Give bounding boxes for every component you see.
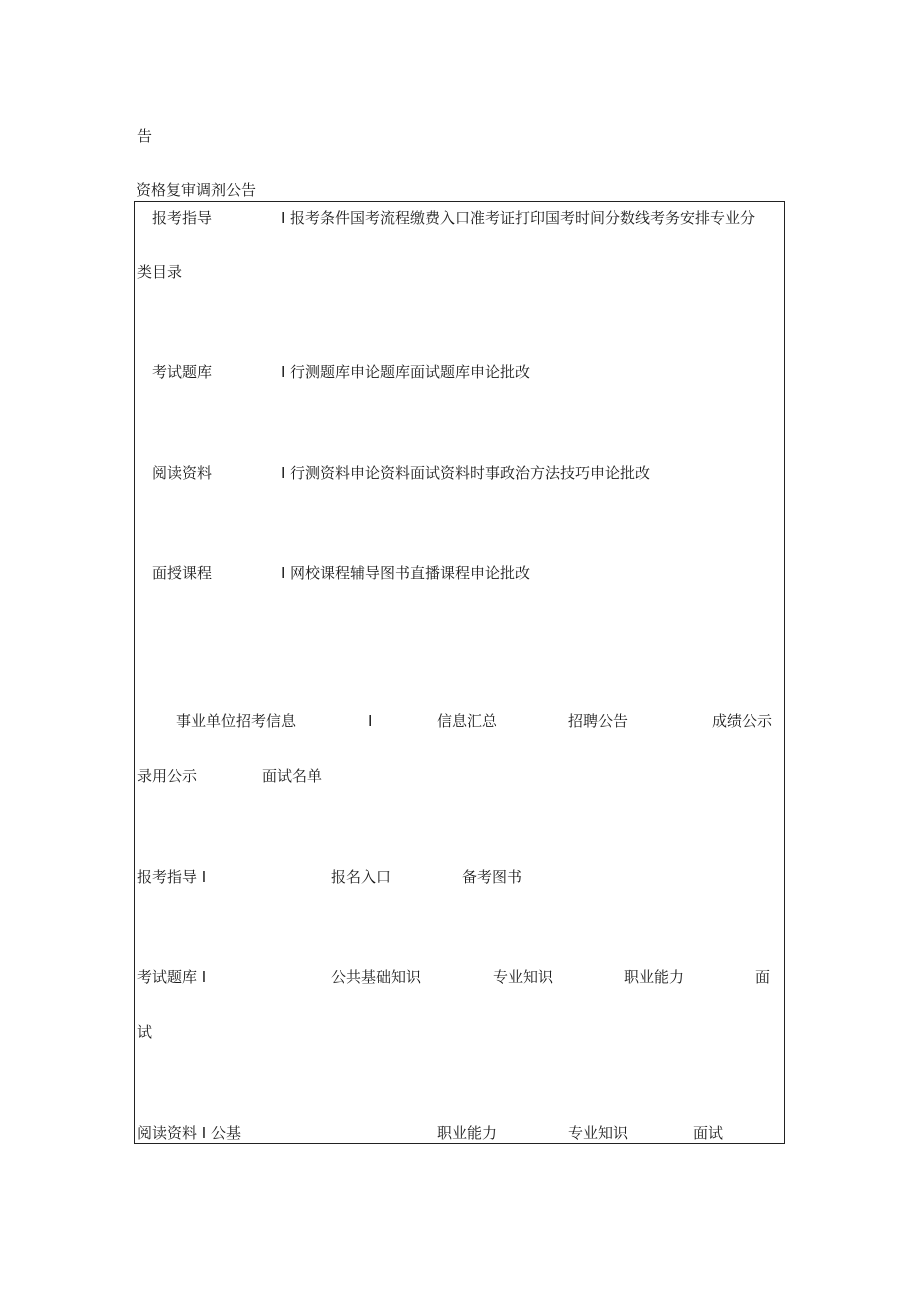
guide-link-books[interactable]: 备考图书: [462, 868, 523, 886]
nav-category-guide[interactable]: 报考指导: [152, 209, 213, 227]
guide-label: 报考指导 I: [137, 868, 207, 886]
reading-link-ability[interactable]: 职业能力: [437, 1124, 498, 1142]
separator: I: [281, 209, 286, 227]
bank-link-public[interactable]: 公共基础知识: [331, 968, 422, 986]
reading-link-interview[interactable]: 面试: [693, 1124, 724, 1142]
separator: I: [281, 564, 286, 582]
nav-links-guide[interactable]: 报考条件国考流程缴费入口准考证打印国考时间分数线考务安排专业分: [290, 209, 756, 227]
nav-links-bank[interactable]: 行测题库申论题库面试题库申论批改: [290, 363, 531, 381]
page-title[interactable]: 资格复审调剂公告: [136, 181, 257, 199]
nav-links-courses[interactable]: 网校课程辅导图书直播课程申论批改: [290, 564, 531, 582]
separator: I: [281, 464, 286, 482]
bank-link-professional[interactable]: 专业知识: [493, 968, 554, 986]
shiye-link-notice[interactable]: 招聘公告: [568, 712, 629, 730]
shiye-link-summary[interactable]: 信息汇总: [437, 712, 498, 730]
guide-link-signup[interactable]: 报名入口: [331, 868, 392, 886]
bank-label: 考试题库 I: [137, 968, 207, 986]
nav-links-reading[interactable]: 行测资料申论资料面试资料时事政治方法技巧申论批改: [290, 464, 651, 482]
bank-link-interview-a[interactable]: 面: [755, 968, 771, 986]
header-fragment: 告: [137, 127, 153, 145]
bank-link-interview-b[interactable]: 试: [137, 1023, 153, 1041]
nav-box: [134, 201, 785, 1144]
nav-category-reading[interactable]: 阅读资料: [152, 464, 213, 482]
nav-category-bank[interactable]: 考试题库: [152, 363, 213, 381]
shiye-link-interview[interactable]: 面试名单: [262, 767, 323, 785]
shiye-link-hired[interactable]: 录用公示: [137, 767, 198, 785]
separator: I: [281, 363, 286, 381]
shiye-heading[interactable]: 事业单位招考信息: [176, 712, 297, 730]
bank-link-ability[interactable]: 职业能力: [624, 968, 685, 986]
separator: I: [368, 712, 373, 730]
nav-links-guide-cont[interactable]: 类目录: [137, 263, 183, 281]
reading-link-professional[interactable]: 专业知识: [568, 1124, 629, 1142]
reading-label: 阅读资料 I 公基: [137, 1124, 241, 1142]
shiye-link-scores[interactable]: 成绩公示: [712, 712, 773, 730]
nav-category-courses[interactable]: 面授课程: [152, 564, 213, 582]
